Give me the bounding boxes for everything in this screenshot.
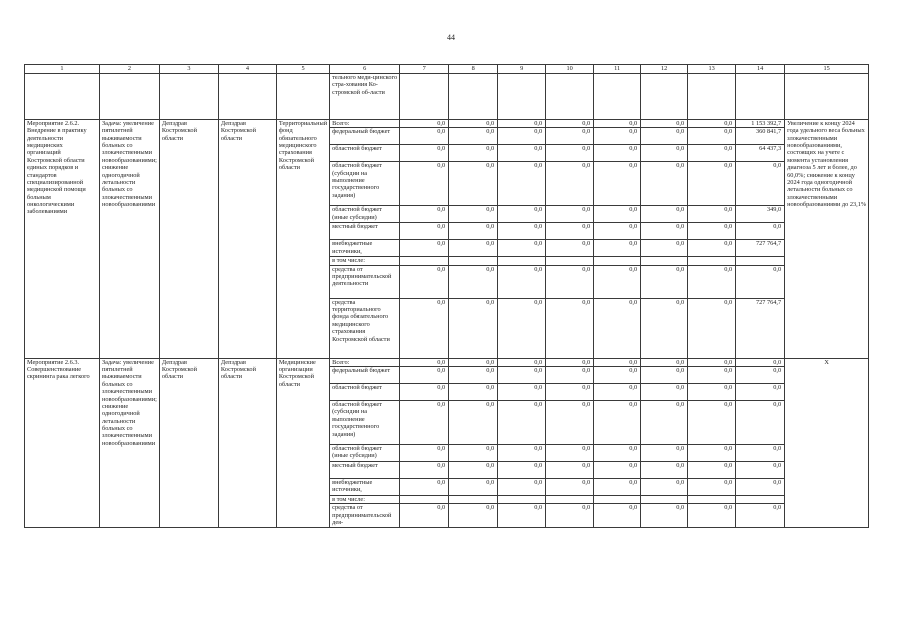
- value-cell: 0,0: [498, 298, 546, 358]
- value-cell: 0,0: [400, 265, 449, 298]
- value-cell: 0,0: [594, 145, 641, 162]
- value-cell: 0,0: [546, 145, 594, 162]
- value-cell: 0,0: [736, 445, 785, 462]
- budget-label: средства территориального фонда обязательного медицинского страхования Костромской области: [330, 298, 400, 358]
- value-cell: [688, 496, 736, 504]
- value-cell: 0,0: [594, 504, 641, 527]
- value-cell: 0,0: [736, 223, 785, 240]
- value-cell: 0,0: [449, 479, 498, 496]
- value-cell: 0,0: [688, 128, 736, 145]
- source-label: тельного меди-цинского стра-хования Ко-стромской об-ласти: [330, 74, 400, 120]
- value-cell: 0,0: [449, 298, 498, 358]
- column-number: 14: [736, 65, 785, 74]
- value-cell: 0,0: [498, 401, 546, 445]
- value-cell: [546, 257, 594, 265]
- value-cell: 0,0: [736, 358, 785, 366]
- value-cell: 0,0: [400, 445, 449, 462]
- empty-cell: [100, 74, 160, 120]
- value-cell: 0,0: [688, 145, 736, 162]
- empty-cell: [688, 74, 736, 120]
- value-cell: 0,0: [641, 298, 688, 358]
- value-cell: 0,0: [641, 358, 688, 366]
- value-cell: 0,0: [594, 120, 641, 128]
- value-cell: 0,0: [400, 504, 449, 527]
- value-cell: 0,0: [400, 384, 449, 401]
- empty-cell: [546, 74, 594, 120]
- value-cell: 0,0: [546, 401, 594, 445]
- value-cell: [400, 496, 449, 504]
- value-cell: [594, 496, 641, 504]
- value-cell: 0,0: [400, 162, 449, 206]
- value-cell: 0,0: [498, 145, 546, 162]
- empty-cell: [25, 74, 100, 120]
- value-cell: 0,0: [546, 128, 594, 145]
- value-cell: 0,0: [400, 145, 449, 162]
- column-number: 3: [159, 65, 218, 74]
- event-name: Мероприятие 2.6.2. Внедрение в практику деятельности медицинских организаций Костромской области единых порядков и стандартов специализированной медицинской помощи больным онкологическими заболеваниями: [25, 120, 100, 359]
- value-cell: 0,0: [449, 128, 498, 145]
- value-cell: 0,0: [546, 479, 594, 496]
- value-cell: [736, 496, 785, 504]
- budget-label: средства от предпринимательской деятельности: [330, 265, 400, 298]
- value-cell: 0,0: [546, 504, 594, 527]
- value-cell: 0,0: [449, 462, 498, 479]
- value-cell: 0,0: [594, 223, 641, 240]
- value-cell: 0,0: [400, 479, 449, 496]
- value-cell: 360 841,7: [736, 128, 785, 145]
- value-cell: 0,0: [594, 298, 641, 358]
- value-cell: 0,0: [594, 462, 641, 479]
- value-cell: 0,0: [400, 462, 449, 479]
- value-cell: 0,0: [498, 128, 546, 145]
- value-cell: 0,0: [449, 240, 498, 257]
- empty-cell: [400, 74, 449, 120]
- budget-label: областной бюджет (иные субсидии): [330, 445, 400, 462]
- value-cell: 0,0: [546, 367, 594, 384]
- value-cell: 0,0: [498, 367, 546, 384]
- value-cell: 0,0: [736, 384, 785, 401]
- value-cell: 0,0: [498, 462, 546, 479]
- value-cell: 727 764,7: [736, 240, 785, 257]
- task-text: Задача: увеличение пятилетней выживаемости больных со злокачественными новообразованиями; снижение одногодичной летальности больных со злокачественными новообразованиями: [100, 358, 160, 527]
- value-cell: 0,0: [594, 240, 641, 257]
- value-cell: 0,0: [400, 298, 449, 358]
- column-number: 10: [546, 65, 594, 74]
- value-cell: 0,0: [688, 401, 736, 445]
- budget-label: федеральный бюджет: [330, 367, 400, 384]
- budget-label: внебюджетные источники,: [330, 479, 400, 496]
- empty-cell: [159, 74, 218, 120]
- column-number: 5: [276, 65, 329, 74]
- value-cell: 0,0: [688, 265, 736, 298]
- value-cell: 0,0: [498, 479, 546, 496]
- expected-result: Увеличение к концу 2024 года удельного веса больных злокачественными новообразованиями, состоящих на учете с момента установления диагноза 5 лет и более, до 60,0%; снижение к концу 2024 года одногодичной летальности больных со злокачественными новообразованиями до 23,1%: [785, 120, 869, 359]
- value-cell: 0,0: [688, 358, 736, 366]
- value-cell: 0,0: [546, 120, 594, 128]
- empty-cell: [785, 74, 869, 120]
- co-executor: Депздрав Костромской области: [159, 120, 218, 359]
- value-cell: 0,0: [688, 120, 736, 128]
- empty-cell: [736, 74, 785, 120]
- value-cell: 0,0: [594, 401, 641, 445]
- budget-label: местный бюджет: [330, 462, 400, 479]
- value-cell: 0,0: [498, 504, 546, 527]
- column-number: 11: [594, 65, 641, 74]
- value-cell: 0,0: [498, 265, 546, 298]
- value-cell: 0,0: [641, 265, 688, 298]
- value-cell: 0,0: [546, 240, 594, 257]
- value-cell: 0,0: [736, 162, 785, 206]
- page-number: 44: [447, 33, 455, 42]
- empty-cell: [498, 74, 546, 120]
- value-cell: [688, 257, 736, 265]
- value-cell: 0,0: [688, 479, 736, 496]
- value-cell: 64 437,3: [736, 145, 785, 162]
- column-number: 15: [785, 65, 869, 74]
- empty-cell: [218, 74, 276, 120]
- value-cell: 727 764,7: [736, 298, 785, 358]
- continuation-row: [25, 74, 869, 120]
- value-cell: 0,0: [449, 206, 498, 223]
- value-cell: [498, 496, 546, 504]
- value-cell: 0,0: [594, 367, 641, 384]
- value-cell: [736, 257, 785, 265]
- value-cell: 0,0: [641, 128, 688, 145]
- value-cell: 0,0: [594, 265, 641, 298]
- empty-cell: [641, 74, 688, 120]
- funding-source: Медицинские организации Костромской области: [276, 358, 329, 527]
- value-cell: 0,0: [498, 240, 546, 257]
- value-cell: 0,0: [449, 358, 498, 366]
- value-cell: 0,0: [400, 223, 449, 240]
- budget-label: средства от предпринимательской дея-: [330, 504, 400, 527]
- column-number: 13: [688, 65, 736, 74]
- value-cell: 0,0: [736, 401, 785, 445]
- value-cell: 0,0: [641, 401, 688, 445]
- value-cell: 0,0: [736, 367, 785, 384]
- value-cell: 0,0: [641, 223, 688, 240]
- value-cell: 0,0: [688, 240, 736, 257]
- column-number: 4: [218, 65, 276, 74]
- value-cell: 0,0: [498, 206, 546, 223]
- value-cell: [400, 257, 449, 265]
- value-cell: 0,0: [498, 384, 546, 401]
- value-cell: 0,0: [449, 384, 498, 401]
- value-cell: 0,0: [688, 367, 736, 384]
- column-number: 2: [100, 65, 160, 74]
- budget-label: Всего:: [330, 120, 400, 128]
- budget-label: областной бюджет (субсидии на выполнение государственного задания): [330, 401, 400, 445]
- value-cell: 0,0: [641, 367, 688, 384]
- budget-label: областной бюджет (иные субсидии): [330, 206, 400, 223]
- event-name: Мероприятие 2.6.3. Совершенствование скрининга рака легкого: [25, 358, 100, 527]
- value-cell: 0,0: [688, 206, 736, 223]
- value-cell: 0,0: [594, 445, 641, 462]
- value-cell: 0,0: [546, 265, 594, 298]
- value-cell: 0,0: [449, 265, 498, 298]
- value-cell: 0,0: [498, 120, 546, 128]
- value-cell: 0,0: [546, 358, 594, 366]
- value-cell: 349,0: [736, 206, 785, 223]
- expected-result: X: [785, 358, 869, 527]
- value-cell: 0,0: [688, 384, 736, 401]
- value-cell: [546, 496, 594, 504]
- value-cell: 0,0: [546, 223, 594, 240]
- value-cell: [449, 257, 498, 265]
- task-text: Задача: увеличение пятилетней выживаемости больных со злокачественными новообразованиями; снижение одногодичной летальности больных со злокачественными новообразованиями: [100, 120, 160, 359]
- budget-label: в том числе:: [330, 496, 400, 504]
- table-row: [25, 120, 869, 128]
- value-cell: 0,0: [641, 162, 688, 206]
- budget-label: внебюджетные источники,: [330, 240, 400, 257]
- value-cell: 0,0: [736, 479, 785, 496]
- budget-label: областной бюджет: [330, 384, 400, 401]
- value-cell: 0,0: [594, 162, 641, 206]
- value-cell: 0,0: [641, 120, 688, 128]
- column-number: 9: [498, 65, 546, 74]
- value-cell: 0,0: [641, 462, 688, 479]
- value-cell: 0,0: [449, 223, 498, 240]
- budget-label: Всего:: [330, 358, 400, 366]
- value-cell: 0,0: [400, 240, 449, 257]
- value-cell: 0,0: [449, 162, 498, 206]
- value-cell: 0,0: [688, 162, 736, 206]
- value-cell: 0,0: [546, 298, 594, 358]
- column-number-row: [25, 65, 869, 74]
- value-cell: 0,0: [449, 504, 498, 527]
- column-number: 12: [641, 65, 688, 74]
- value-cell: 0,0: [594, 358, 641, 366]
- value-cell: 0,0: [594, 206, 641, 223]
- funding-source: Территориальный фонд обязательного медицинского страхования Костромской области: [276, 120, 329, 359]
- value-cell: 0,0: [449, 120, 498, 128]
- budget-label: областной бюджет: [330, 145, 400, 162]
- value-cell: 0,0: [736, 462, 785, 479]
- column-number: 8: [449, 65, 498, 74]
- budget-label: областной бюджет (субсидии на выполнение государственного задания): [330, 162, 400, 206]
- value-cell: 0,0: [498, 162, 546, 206]
- executor: Депздрав Костромской области: [218, 120, 276, 359]
- value-cell: 0,0: [449, 401, 498, 445]
- value-cell: [594, 257, 641, 265]
- empty-cell: [276, 74, 329, 120]
- column-number: 1: [25, 65, 100, 74]
- financing-table: [24, 64, 869, 528]
- budget-label: местный бюджет: [330, 223, 400, 240]
- value-cell: 0,0: [449, 367, 498, 384]
- value-cell: 0,0: [449, 145, 498, 162]
- value-cell: 0,0: [594, 479, 641, 496]
- column-number: 6: [330, 65, 400, 74]
- value-cell: 0,0: [546, 162, 594, 206]
- value-cell: 0,0: [688, 504, 736, 527]
- budget-label: федеральный бюджет: [330, 128, 400, 145]
- value-cell: [641, 496, 688, 504]
- value-cell: 0,0: [546, 206, 594, 223]
- value-cell: 0,0: [546, 462, 594, 479]
- value-cell: 0,0: [688, 298, 736, 358]
- value-cell: 0,0: [400, 206, 449, 223]
- value-cell: 0,0: [736, 504, 785, 527]
- value-cell: 0,0: [688, 462, 736, 479]
- value-cell: 0,0: [449, 445, 498, 462]
- value-cell: 0,0: [400, 128, 449, 145]
- value-cell: 0,0: [594, 128, 641, 145]
- value-cell: [641, 257, 688, 265]
- value-cell: 0,0: [641, 445, 688, 462]
- value-cell: [498, 257, 546, 265]
- value-cell: 0,0: [498, 358, 546, 366]
- value-cell: 0,0: [736, 265, 785, 298]
- value-cell: 0,0: [400, 358, 449, 366]
- budget-label: в том числе:: [330, 257, 400, 265]
- value-cell: 0,0: [641, 206, 688, 223]
- empty-cell: [594, 74, 641, 120]
- value-cell: 0,0: [400, 367, 449, 384]
- value-cell: 0,0: [594, 384, 641, 401]
- value-cell: 0,0: [546, 384, 594, 401]
- value-cell: 0,0: [641, 240, 688, 257]
- table-row: [25, 358, 869, 366]
- value-cell: 0,0: [498, 445, 546, 462]
- column-number: 7: [400, 65, 449, 74]
- value-cell: 0,0: [400, 401, 449, 445]
- value-cell: 1 153 392,7: [736, 120, 785, 128]
- value-cell: 0,0: [498, 223, 546, 240]
- executor: Депздрав Костромской области: [218, 358, 276, 527]
- value-cell: 0,0: [688, 445, 736, 462]
- value-cell: 0,0: [641, 384, 688, 401]
- value-cell: 0,0: [641, 145, 688, 162]
- value-cell: 0,0: [641, 504, 688, 527]
- value-cell: 0,0: [400, 120, 449, 128]
- co-executor: Депздрав Костромской области: [159, 358, 218, 527]
- value-cell: 0,0: [688, 223, 736, 240]
- value-cell: [449, 496, 498, 504]
- value-cell: 0,0: [641, 479, 688, 496]
- empty-cell: [449, 74, 498, 120]
- value-cell: 0,0: [546, 445, 594, 462]
